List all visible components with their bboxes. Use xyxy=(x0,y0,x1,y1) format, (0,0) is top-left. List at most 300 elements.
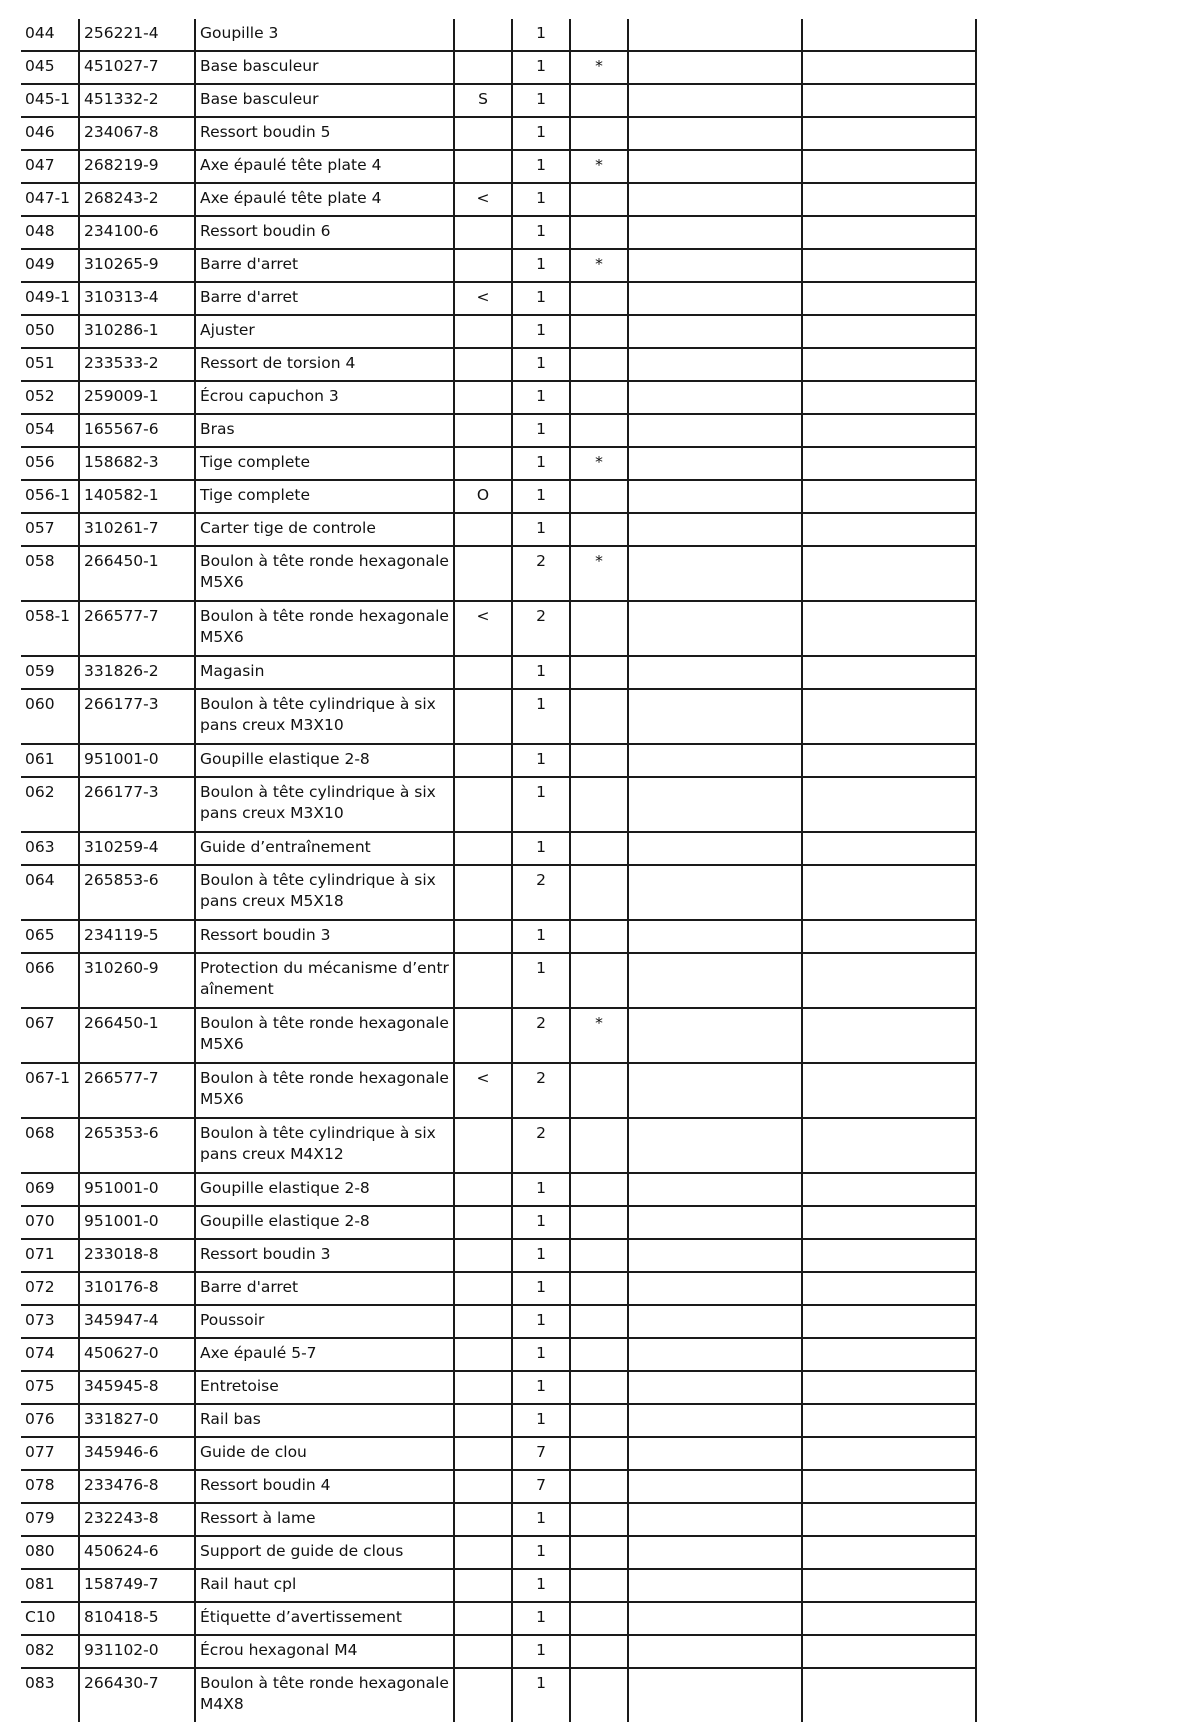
symbol-cell xyxy=(454,414,512,447)
table-row xyxy=(21,183,976,216)
part-code-cell: 266177-3 xyxy=(79,777,195,832)
mark-cell xyxy=(570,1206,628,1239)
table-row xyxy=(21,1272,976,1305)
symbol-cell xyxy=(454,1668,512,1722)
empty-cell xyxy=(628,1239,802,1272)
part-code-cell: 266577-7 xyxy=(79,1063,195,1118)
symbol-cell xyxy=(454,1305,512,1338)
description-cell: Ressort boudin 6 xyxy=(195,216,454,249)
description-cell: Écrou hexagonal M4 xyxy=(195,1635,454,1668)
mark-cell xyxy=(570,1470,628,1503)
description-cell: Protection du mécanisme d’entraînement xyxy=(195,953,454,1008)
quantity-cell: 1 xyxy=(512,150,570,183)
description-cell: Axe épaulé tête plate 4 xyxy=(195,150,454,183)
symbol-cell xyxy=(454,920,512,953)
description-cell: Magasin xyxy=(195,656,454,689)
part-code-cell: 345946-6 xyxy=(79,1437,195,1470)
table-row xyxy=(21,1437,976,1470)
parts-table-body xyxy=(21,19,976,1722)
table-row xyxy=(21,414,976,447)
table-row xyxy=(21,1173,976,1206)
description-cell: Boulon à tête cylindrique à six pans creux M3X10 xyxy=(195,777,454,832)
symbol-cell xyxy=(454,381,512,414)
description-cell: Ressort boudin 5 xyxy=(195,117,454,150)
description-cell: Écrou capuchon 3 xyxy=(195,381,454,414)
mark-cell xyxy=(570,920,628,953)
part-code-cell: 165567-6 xyxy=(79,414,195,447)
empty-cell xyxy=(802,601,976,656)
symbol-cell: < xyxy=(454,1063,512,1118)
quantity-cell: 1 xyxy=(512,381,570,414)
mark-cell xyxy=(570,1668,628,1722)
empty-cell xyxy=(628,513,802,546)
empty-cell xyxy=(802,117,976,150)
description-cell: Étiquette d’avertissement xyxy=(195,1602,454,1635)
mark-cell xyxy=(570,1173,628,1206)
table-row xyxy=(21,513,976,546)
description-cell: Ajuster xyxy=(195,315,454,348)
empty-cell xyxy=(628,1371,802,1404)
mark-cell: * xyxy=(570,51,628,84)
ref-number-cell: 068 xyxy=(21,1118,79,1173)
symbol-cell: < xyxy=(454,601,512,656)
symbol-cell xyxy=(454,117,512,150)
empty-cell xyxy=(628,282,802,315)
part-code-cell: 259009-1 xyxy=(79,381,195,414)
quantity-cell: 1 xyxy=(512,1272,570,1305)
empty-cell xyxy=(628,150,802,183)
table-row xyxy=(21,480,976,513)
empty-cell xyxy=(628,1173,802,1206)
table-row xyxy=(21,1404,976,1437)
empty-cell xyxy=(802,1063,976,1118)
table-row xyxy=(21,1305,976,1338)
empty-cell xyxy=(802,865,976,920)
quantity-cell: 2 xyxy=(512,1118,570,1173)
quantity-cell: 1 xyxy=(512,19,570,51)
description-cell: Support de guide de clous xyxy=(195,1536,454,1569)
empty-cell xyxy=(628,249,802,282)
table-row xyxy=(21,953,976,1008)
mark-cell xyxy=(570,282,628,315)
description-cell: Barre d'arret xyxy=(195,282,454,315)
table-row xyxy=(21,656,976,689)
table-row xyxy=(21,216,976,249)
empty-cell xyxy=(628,315,802,348)
empty-cell xyxy=(802,480,976,513)
ref-number-cell: 077 xyxy=(21,1437,79,1470)
table-row xyxy=(21,832,976,865)
empty-cell xyxy=(802,832,976,865)
quantity-cell: 1 xyxy=(512,249,570,282)
description-cell: Base basculeur xyxy=(195,84,454,117)
empty-cell xyxy=(802,1569,976,1602)
empty-cell xyxy=(628,1536,802,1569)
description-cell: Ressort boudin 4 xyxy=(195,1470,454,1503)
part-code-cell: 450624-6 xyxy=(79,1536,195,1569)
quantity-cell: 1 xyxy=(512,1173,570,1206)
description-cell: Ressort de torsion 4 xyxy=(195,348,454,381)
description-cell: Barre d'arret xyxy=(195,1272,454,1305)
ref-number-cell: 052 xyxy=(21,381,79,414)
ref-number-cell: 062 xyxy=(21,777,79,832)
empty-cell xyxy=(802,84,976,117)
quantity-cell: 7 xyxy=(512,1470,570,1503)
empty-cell xyxy=(802,447,976,480)
part-code-cell: 268243-2 xyxy=(79,183,195,216)
quantity-cell: 1 xyxy=(512,1503,570,1536)
empty-cell xyxy=(802,216,976,249)
parts-table xyxy=(21,19,977,1722)
empty-cell xyxy=(628,832,802,865)
part-code-cell: 310259-4 xyxy=(79,832,195,865)
symbol-cell xyxy=(454,315,512,348)
description-cell: Rail bas xyxy=(195,1404,454,1437)
mark-cell xyxy=(570,480,628,513)
ref-number-cell: 083 xyxy=(21,1668,79,1722)
part-code-cell: 158749-7 xyxy=(79,1569,195,1602)
quantity-cell: 1 xyxy=(512,1569,570,1602)
empty-cell xyxy=(628,216,802,249)
empty-cell xyxy=(628,777,802,832)
symbol-cell: S xyxy=(454,84,512,117)
quantity-cell: 1 xyxy=(512,84,570,117)
part-code-cell: 931102-0 xyxy=(79,1635,195,1668)
ref-number-cell: 076 xyxy=(21,1404,79,1437)
ref-number-cell: 047-1 xyxy=(21,183,79,216)
part-code-cell: 158682-3 xyxy=(79,447,195,480)
empty-cell xyxy=(802,1404,976,1437)
description-cell: Boulon à tête cylindrique à six pans creux M5X18 xyxy=(195,865,454,920)
ref-number-cell: 045 xyxy=(21,51,79,84)
empty-cell xyxy=(802,1338,976,1371)
mark-cell xyxy=(570,777,628,832)
empty-cell xyxy=(628,84,802,117)
empty-cell xyxy=(802,744,976,777)
quantity-cell: 1 xyxy=(512,1206,570,1239)
empty-cell xyxy=(628,546,802,601)
mark-cell xyxy=(570,832,628,865)
mark-cell: * xyxy=(570,447,628,480)
part-code-cell: 331827-0 xyxy=(79,1404,195,1437)
table-row xyxy=(21,865,976,920)
empty-cell xyxy=(802,920,976,953)
ref-number-cell: 073 xyxy=(21,1305,79,1338)
empty-cell xyxy=(802,1536,976,1569)
ref-number-cell: 058-1 xyxy=(21,601,79,656)
mark-cell xyxy=(570,381,628,414)
table-row xyxy=(21,150,976,183)
description-cell: Goupille elastique 2-8 xyxy=(195,1173,454,1206)
symbol-cell xyxy=(454,1404,512,1437)
table-row xyxy=(21,1635,976,1668)
description-cell: Boulon à tête cylindrique à six pans creux M3X10 xyxy=(195,689,454,744)
ref-number-cell: 066 xyxy=(21,953,79,1008)
table-row xyxy=(21,920,976,953)
mark-cell: * xyxy=(570,1008,628,1063)
empty-cell xyxy=(628,1602,802,1635)
quantity-cell: 1 xyxy=(512,282,570,315)
description-cell: Guide d’entraînement xyxy=(195,832,454,865)
quantity-cell: 1 xyxy=(512,1668,570,1722)
table-row xyxy=(21,1338,976,1371)
symbol-cell xyxy=(454,150,512,183)
description-cell: Boulon à tête ronde hexagonale M5X6 xyxy=(195,1063,454,1118)
ref-number-cell: 072 xyxy=(21,1272,79,1305)
quantity-cell: 1 xyxy=(512,1404,570,1437)
empty-cell xyxy=(628,656,802,689)
quantity-cell: 1 xyxy=(512,1371,570,1404)
empty-cell xyxy=(628,117,802,150)
mark-cell xyxy=(570,1371,628,1404)
ref-number-cell: 061 xyxy=(21,744,79,777)
symbol-cell xyxy=(454,1569,512,1602)
mark-cell xyxy=(570,1118,628,1173)
table-row xyxy=(21,315,976,348)
empty-cell xyxy=(802,513,976,546)
symbol-cell xyxy=(454,249,512,282)
table-row xyxy=(21,19,976,51)
table-row xyxy=(21,249,976,282)
empty-cell xyxy=(628,689,802,744)
mark-cell xyxy=(570,1063,628,1118)
ref-number-cell: 081 xyxy=(21,1569,79,1602)
table-row xyxy=(21,1118,976,1173)
mark-cell xyxy=(570,953,628,1008)
parts-list-page xyxy=(21,19,977,1722)
quantity-cell: 1 xyxy=(512,513,570,546)
empty-cell xyxy=(802,150,976,183)
symbol-cell xyxy=(454,832,512,865)
symbol-cell xyxy=(454,953,512,1008)
symbol-cell xyxy=(454,1272,512,1305)
part-code-cell: 233018-8 xyxy=(79,1239,195,1272)
symbol-cell xyxy=(454,1239,512,1272)
symbol-cell xyxy=(454,656,512,689)
mark-cell: * xyxy=(570,249,628,282)
description-cell: Carter tige de controle xyxy=(195,513,454,546)
mark-cell: * xyxy=(570,150,628,183)
empty-cell xyxy=(802,1602,976,1635)
empty-cell xyxy=(628,1470,802,1503)
table-row xyxy=(21,1206,976,1239)
table-row xyxy=(21,1602,976,1635)
ref-number-cell: 063 xyxy=(21,832,79,865)
symbol-cell xyxy=(454,513,512,546)
part-code-cell: 951001-0 xyxy=(79,1173,195,1206)
empty-cell xyxy=(802,51,976,84)
symbol-cell xyxy=(454,1008,512,1063)
empty-cell xyxy=(802,1371,976,1404)
quantity-cell: 1 xyxy=(512,480,570,513)
symbol-cell xyxy=(454,1503,512,1536)
ref-number-cell: 078 xyxy=(21,1470,79,1503)
part-code-cell: 233533-2 xyxy=(79,348,195,381)
mark-cell xyxy=(570,689,628,744)
description-cell: Tige complete xyxy=(195,447,454,480)
empty-cell xyxy=(628,447,802,480)
empty-cell xyxy=(628,1063,802,1118)
part-code-cell: 310313-4 xyxy=(79,282,195,315)
part-code-cell: 451332-2 xyxy=(79,84,195,117)
description-cell: Guide de clou xyxy=(195,1437,454,1470)
symbol-cell xyxy=(454,1470,512,1503)
table-row xyxy=(21,1371,976,1404)
table-row xyxy=(21,546,976,601)
part-code-cell: 266450-1 xyxy=(79,1008,195,1063)
quantity-cell: 1 xyxy=(512,1338,570,1371)
empty-cell xyxy=(628,1272,802,1305)
table-row xyxy=(21,1239,976,1272)
empty-cell xyxy=(802,1470,976,1503)
ref-number-cell: 069 xyxy=(21,1173,79,1206)
mark-cell xyxy=(570,348,628,381)
mark-cell xyxy=(570,513,628,546)
part-code-cell: 233476-8 xyxy=(79,1470,195,1503)
quantity-cell: 1 xyxy=(512,953,570,1008)
mark-cell xyxy=(570,1503,628,1536)
empty-cell xyxy=(628,1118,802,1173)
description-cell: Entretoise xyxy=(195,1371,454,1404)
empty-cell xyxy=(628,348,802,381)
mark-cell xyxy=(570,84,628,117)
mark-cell xyxy=(570,1602,628,1635)
empty-cell xyxy=(802,1008,976,1063)
symbol-cell xyxy=(454,51,512,84)
empty-cell xyxy=(802,19,976,51)
part-code-cell: 234100-6 xyxy=(79,216,195,249)
ref-number-cell: 082 xyxy=(21,1635,79,1668)
empty-cell xyxy=(628,1668,802,1722)
symbol-cell xyxy=(454,744,512,777)
ref-number-cell: 044 xyxy=(21,19,79,51)
empty-cell xyxy=(802,777,976,832)
quantity-cell: 1 xyxy=(512,1536,570,1569)
mark-cell xyxy=(570,1305,628,1338)
part-code-cell: 266177-3 xyxy=(79,689,195,744)
ref-number-cell: 075 xyxy=(21,1371,79,1404)
ref-number-cell: 060 xyxy=(21,689,79,744)
ref-number-cell: C10 xyxy=(21,1602,79,1635)
empty-cell xyxy=(628,19,802,51)
description-cell: Boulon à tête ronde hexagonale M5X6 xyxy=(195,546,454,601)
description-cell: Axe épaulé tête plate 4 xyxy=(195,183,454,216)
quantity-cell: 1 xyxy=(512,348,570,381)
part-code-cell: 268219-9 xyxy=(79,150,195,183)
empty-cell xyxy=(802,546,976,601)
empty-cell xyxy=(802,414,976,447)
symbol-cell xyxy=(454,865,512,920)
table-row xyxy=(21,744,976,777)
table-row xyxy=(21,777,976,832)
empty-cell xyxy=(802,1635,976,1668)
empty-cell xyxy=(628,1635,802,1668)
table-row xyxy=(21,1470,976,1503)
table-row xyxy=(21,689,976,744)
table-row xyxy=(21,51,976,84)
table-row xyxy=(21,381,976,414)
quantity-cell: 2 xyxy=(512,601,570,656)
mark-cell xyxy=(570,216,628,249)
quantity-cell: 1 xyxy=(512,1239,570,1272)
part-code-cell: 451027-7 xyxy=(79,51,195,84)
description-cell: Goupille 3 xyxy=(195,19,454,51)
ref-number-cell: 049 xyxy=(21,249,79,282)
part-code-cell: 450627-0 xyxy=(79,1338,195,1371)
table-row xyxy=(21,601,976,656)
empty-cell xyxy=(802,1305,976,1338)
empty-cell xyxy=(628,1206,802,1239)
ref-number-cell: 054 xyxy=(21,414,79,447)
quantity-cell: 1 xyxy=(512,216,570,249)
description-cell: Axe épaulé 5-7 xyxy=(195,1338,454,1371)
table-row xyxy=(21,1569,976,1602)
mark-cell xyxy=(570,1437,628,1470)
table-row xyxy=(21,1063,976,1118)
mark-cell xyxy=(570,315,628,348)
symbol-cell xyxy=(454,1206,512,1239)
symbol-cell xyxy=(454,546,512,601)
empty-cell xyxy=(628,953,802,1008)
description-cell: Ressort boudin 3 xyxy=(195,1239,454,1272)
symbol-cell xyxy=(454,689,512,744)
symbol-cell xyxy=(454,1118,512,1173)
table-row xyxy=(21,447,976,480)
ref-number-cell: 057 xyxy=(21,513,79,546)
ref-number-cell: 050 xyxy=(21,315,79,348)
empty-cell xyxy=(628,1305,802,1338)
ref-number-cell: 056-1 xyxy=(21,480,79,513)
ref-number-cell: 067 xyxy=(21,1008,79,1063)
empty-cell xyxy=(802,315,976,348)
mark-cell xyxy=(570,865,628,920)
part-code-cell: 310265-9 xyxy=(79,249,195,282)
table-row xyxy=(21,1008,976,1063)
description-cell: Boulon à tête cylindrique à six pans creux M4X12 xyxy=(195,1118,454,1173)
empty-cell xyxy=(802,656,976,689)
symbol-cell xyxy=(454,19,512,51)
description-cell: Boulon à tête ronde hexagonale M4X8 xyxy=(195,1668,454,1722)
symbol-cell xyxy=(454,777,512,832)
quantity-cell: 2 xyxy=(512,865,570,920)
quantity-cell: 1 xyxy=(512,656,570,689)
quantity-cell: 1 xyxy=(512,744,570,777)
empty-cell xyxy=(802,689,976,744)
part-code-cell: 810418-5 xyxy=(79,1602,195,1635)
symbol-cell xyxy=(454,1635,512,1668)
symbol-cell xyxy=(454,216,512,249)
part-code-cell: 345947-4 xyxy=(79,1305,195,1338)
table-row xyxy=(21,1536,976,1569)
quantity-cell: 1 xyxy=(512,117,570,150)
part-code-cell: 331826-2 xyxy=(79,656,195,689)
description-cell: Ressort à lame xyxy=(195,1503,454,1536)
description-cell: Poussoir xyxy=(195,1305,454,1338)
ref-number-cell: 059 xyxy=(21,656,79,689)
empty-cell xyxy=(628,1404,802,1437)
description-cell: Barre d'arret xyxy=(195,249,454,282)
ref-number-cell: 065 xyxy=(21,920,79,953)
empty-cell xyxy=(802,381,976,414)
empty-cell xyxy=(628,183,802,216)
part-code-cell: 256221-4 xyxy=(79,19,195,51)
mark-cell xyxy=(570,1569,628,1602)
empty-cell xyxy=(628,744,802,777)
symbol-cell xyxy=(454,1338,512,1371)
part-code-cell: 951001-0 xyxy=(79,744,195,777)
part-code-cell: 345945-8 xyxy=(79,1371,195,1404)
quantity-cell: 1 xyxy=(512,414,570,447)
